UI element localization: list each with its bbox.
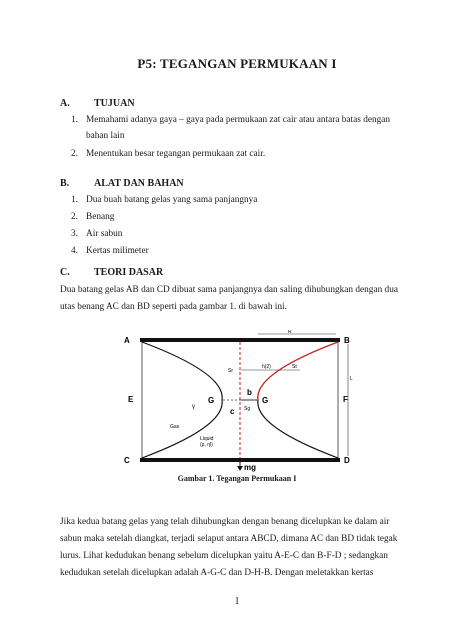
label-b: B	[344, 336, 350, 345]
label-sr: Sr	[228, 368, 233, 374]
label-g-left: G	[208, 396, 215, 405]
section-a-item-1-text: Memahami adanya gaya – gaya pada permukaan zat cair atau antara batas dengan	[86, 115, 391, 125]
label-liquid-params: (ρ, ηl)	[200, 442, 213, 448]
mg-arrowhead	[237, 466, 243, 471]
section-a-item-1-text-cont: bahan lain	[86, 131, 125, 141]
label-r: R	[288, 330, 292, 335]
theory-paragraph-line-2: utas benang AC dan BD seperti pada gambar 1. di bawah ini.	[60, 302, 287, 312]
label-a: A	[124, 336, 130, 345]
label-l: L	[350, 376, 353, 382]
section-c-heading: TEORI DASAR	[94, 267, 164, 278]
curve-hd	[258, 400, 338, 458]
label-f: F	[343, 395, 348, 404]
label-mg: mg	[244, 463, 256, 472]
section-b-letter: B.	[60, 178, 70, 189]
figure-caption: Gambar 1. Tegangan Permukaan I	[177, 474, 297, 483]
section-b-item-1-num: 1.	[71, 195, 78, 205]
section-b-item-4-text: Kertas milimeter	[86, 246, 149, 256]
soap-film-figure	[120, 330, 360, 472]
label-c: C	[124, 456, 130, 465]
section-b-item-2-num: 2.	[71, 212, 78, 222]
section-a-item-1-num: 1.	[71, 115, 78, 125]
section-a-letter: A.	[60, 98, 70, 109]
page-title: P5: TEGANGAN PERMUKAAN I	[137, 56, 337, 71]
label-gamma: γ	[192, 404, 195, 410]
label-gas: Gas	[170, 424, 180, 430]
label-c-small: c	[230, 407, 235, 416]
section-a-item-2-text: Menentukan besar tegangan permukaan zat cair.	[86, 149, 266, 159]
section-a-item-2-num: 2.	[71, 149, 78, 159]
section-b-item-4-num: 4.	[71, 246, 78, 256]
label-sg: Sg	[244, 406, 251, 412]
section-b-item-1-text: Dua buah batang gelas yang sama panjangnya	[86, 195, 258, 205]
section-b-heading: ALAT DAN BAHAN	[94, 178, 184, 189]
curve-bh-red	[258, 342, 338, 400]
section-b-item-3-text: Air sabun	[86, 229, 123, 239]
paragraph-line-1: Jika kedua batang gelas yang telah dihubungkan dengan benang dicelupkan ke dalam air	[60, 517, 390, 527]
label-st: St	[292, 364, 297, 370]
label-d: D	[344, 456, 350, 465]
section-b-item-2-text: Benang	[86, 212, 115, 222]
label-e: E	[128, 395, 134, 404]
paragraph-line-3: lurus. Lihat kedudukan benang sebelum dicelupkan yaitu A-E-C dan B-F-D ; sedangkan	[60, 551, 388, 561]
label-b-small: b	[247, 388, 252, 397]
bar-ab	[140, 338, 340, 342]
label-g-right: G	[262, 396, 269, 405]
label-liquid: Liquid	[200, 436, 214, 442]
page-number: 1	[234, 596, 240, 607]
paragraph-line-2: sabun maka setelah diangkat, terjadi selaput antara ABCD, dimana AC dan BD tidak tegak	[60, 534, 398, 544]
theory-paragraph-line-1: Dua batang gelas AB dan CD dibuat sama panjangnya dan saling dihubungkan dengan dua	[60, 285, 398, 295]
paragraph-line-4: kedudukan setelah dicelupkan adalah A-G-C dan D-H-B. Dengan meletakkan kertas	[60, 568, 374, 578]
section-b-item-3-num: 3.	[71, 229, 78, 239]
section-a-heading: TUJUAN	[94, 98, 135, 109]
section-c-letter: C.	[60, 267, 70, 278]
label-hd: h(2)	[262, 364, 271, 370]
